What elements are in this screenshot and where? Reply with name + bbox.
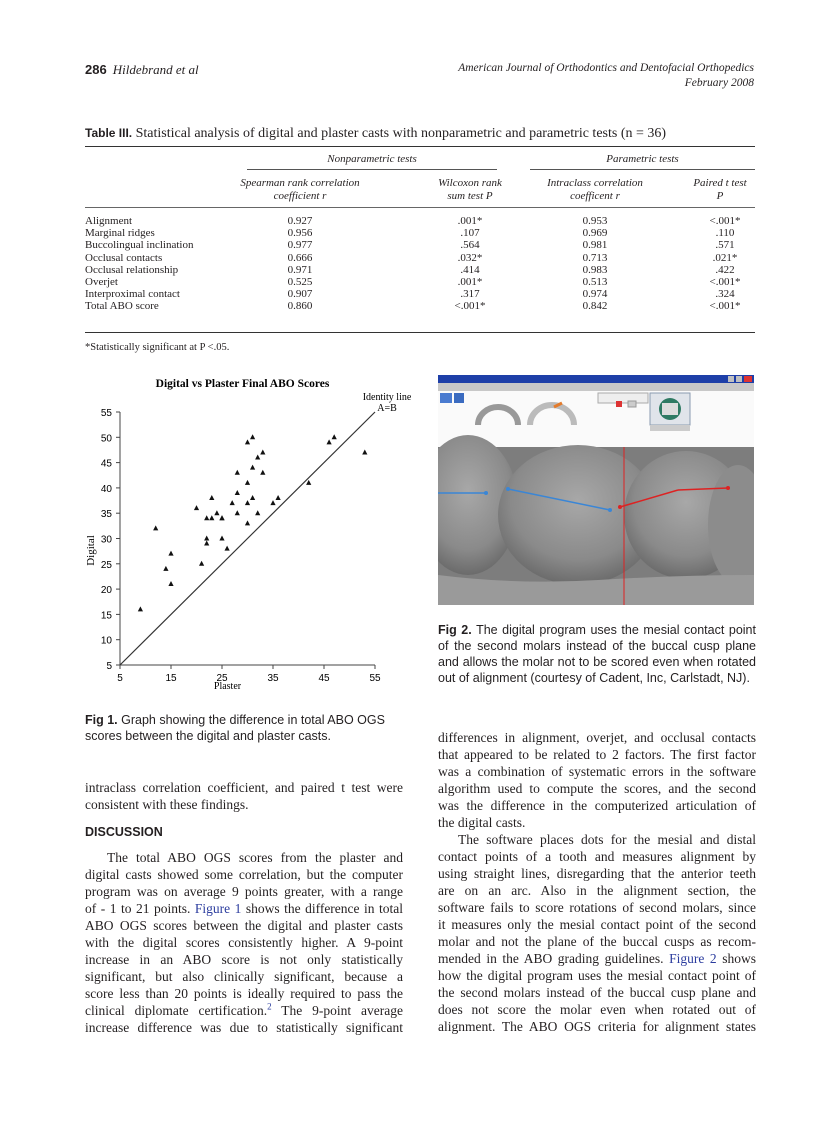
data-point [168,581,173,586]
table-cell-wilcoxon: .317 [460,288,480,301]
data-point [306,480,311,485]
table-cell-spearman: 0.927 [287,215,313,227]
table-cell-intraclass: 0.969 [582,227,608,240]
right-p2-line1: contact points of a tooth and measures alignment by [438,849,756,864]
data-point [219,515,224,520]
group-nonparametric-rule [247,169,497,170]
identity-line [120,412,375,665]
x-tick-label: 55 [369,673,381,684]
scatter-chart [80,370,420,700]
citation-2[interactable]: 2 [267,1001,272,1012]
data-point [260,470,265,475]
left-intro-line1: intraclass correlation coefficient, and paired t test were [85,780,403,795]
y-tick-label: 10 [100,635,112,647]
col-intraclass-line2: coefficent r [570,190,620,202]
left-p1-line10: score less than 20 points is ideally required to pass the [85,986,403,1001]
right-p2-line3: are on an arc. Also in the alignment section, the [438,883,756,898]
data-point [327,439,332,444]
col-paired-header [680,177,760,203]
table-cell-paired: <.001* [709,215,741,227]
table-cell-intraclass: 0.513 [582,276,608,288]
data-point [255,455,260,460]
data-point [250,434,255,439]
table-cell-spearman: 0.907 [287,288,313,301]
table-cell-intraclass: 0.953 [582,215,608,227]
table-cell-paired: <.001* [709,300,741,313]
table-cell-label: Interproximal contact [85,288,180,301]
y-axis-label: Digital [85,535,97,566]
chart-title: Digital vs Plaster Final ABO Scores [155,378,330,390]
table-cell-wilcoxon: .032* [457,251,483,264]
table-top-rule [85,146,755,147]
data-point [250,465,255,470]
left-discussion-paragraph [85,849,403,1036]
group-parametric-rule [530,169,755,170]
right-p2-line2: using straight lines, disregarding that the anterior teeth [438,866,756,881]
col-wilcoxon-line1: Wilcoxon rank [438,177,502,189]
right-p1-line5: the digital casts. [438,815,526,830]
y-tick-label: 30 [100,534,112,546]
col-paired-line1: Paired t test [693,177,747,189]
y-tick-label: 20 [100,585,112,597]
x-axis-label: Plaster [213,681,242,692]
data-point [194,505,199,510]
x-tick-label: 25 [216,673,228,684]
table-cell-label: Occlusal contacts [85,251,163,264]
table-cell-intraclass: 0.713 [582,251,608,264]
y-tick-label: 45 [100,458,112,470]
fig1-label: Fig 1. [85,713,118,727]
running-header-left [85,62,199,78]
table-cell-wilcoxon: .001* [457,276,483,288]
data-point [255,510,260,515]
left-p1-line0: The total ABO OGS scores from the plaster and [107,850,403,865]
table-cell-paired: .021* [712,251,738,264]
data-point [204,536,209,541]
y-tick-label: 55 [100,408,112,419]
right-p2-line7 [438,950,756,967]
discussion-heading: DISCUSSION [85,825,163,839]
left-p1-line3-text: of - 1 to 21 points. [85,901,191,916]
running-header-right [458,61,754,91]
table-cell-label: Total ABO score [85,300,159,313]
right-p2-line7-tail: shows [716,951,757,966]
right-p1-line0: differences in alignment, overjet, and occlusal contacts [438,730,756,745]
table-cell-wilcoxon: .001* [457,215,483,227]
author-name: Hildebrand et al [112,62,199,77]
left-p1-line9: significant, but also clinically significant, because a [85,969,403,984]
y-tick-label: 15 [100,610,112,622]
table-caption [85,126,666,142]
col-wilcoxon-header [420,177,520,203]
right-p2-line11: the second molars instead of the buccal cusp plane and [438,985,756,1000]
col-spearman-header [215,177,385,203]
data-point [235,490,240,495]
left-p1-line14: increase difference was due to statistically significant [85,1020,403,1035]
data-point [245,520,250,525]
data-point [230,500,235,505]
right-p2-line10: how the digital program uses the mesial contact point of [438,968,756,983]
table-cell-intraclass: 0.981 [582,239,608,252]
right-p2-line0: The software places dots for the mesial and distal [458,832,756,847]
journal-name: American Journal of Orthodontics and Dentofacial Orthopedics [458,62,754,74]
col-intraclass-line1: Intraclass correlation [547,177,643,189]
x-tick-label: 35 [267,673,279,684]
y-tick-label: 25 [100,559,112,571]
table-cell-spearman: 0.971 [287,263,313,276]
data-point [153,525,158,530]
data-point [245,439,250,444]
left-p1-line3-tail: shows the difference in total [241,901,404,916]
table-cell-wilcoxon: .564 [460,239,480,252]
fig2-caption [438,622,756,686]
table-cell-spearman: 0.977 [287,239,313,252]
data-point [209,495,214,500]
table-cell-paired: .110 [715,227,735,240]
left-p1-line2: program was on average 9 points greater, with a range [85,884,403,899]
fig2-image [438,375,754,605]
group-nonparametric: Nonparametric tests [327,153,417,165]
table-bottom-rule [85,332,755,333]
table-cell-spearman: 0.956 [287,227,313,240]
data-point [245,480,250,485]
right-p2-line5: it measures only the mesial contact point of the second [438,917,756,932]
y-tick-label: 40 [100,483,112,495]
right-paragraph-2 [438,831,756,1035]
x-tick-label: 45 [318,673,330,684]
table-cell-paired: .422 [715,263,735,276]
table-cell-label: Overjet [85,276,118,288]
table-cell-label: Alignment [85,215,133,227]
x-tick-label: 15 [165,673,177,684]
fig2-caption-text: The digital program uses the mesial contact point of the second molars instead of the buccal cusp plane and allows the molar not to be scored even when rotated out of alignment (courtesy of Cadent, Inc, Carlstadt, NJ). [438,623,756,685]
data-point [260,449,265,454]
right-p2-line13: alignment. The ABO OGS criteria for alignment states [438,1019,756,1034]
right-paragraph-1 [438,729,756,831]
figure2-link[interactable]: Figure 2 [669,951,717,966]
left-p1-line3 [85,900,403,917]
data-point [270,500,275,505]
table-cell-intraclass: 0.983 [582,263,608,276]
data-point [204,515,209,520]
data-point [235,470,240,475]
data-point [245,500,250,505]
data-point [209,515,214,520]
right-p1-line2: was a combination of systematic errors in the software [438,764,756,779]
left-p1-line11 [85,1002,403,1019]
col-paired-line2: P [716,190,724,202]
table-cell-label: Occlusal relationship [85,263,179,276]
data-point [219,536,224,541]
left-p1-line7: with the digital scores consistently higher. A 9-point [85,935,403,950]
table-header-rule [85,207,755,208]
left-intro-line2: consistent with these findings. [85,797,249,812]
figure1-link[interactable]: Figure 1 [194,901,242,916]
data-point [225,546,230,551]
data-point [204,541,209,546]
fig2-illustration [438,375,754,605]
x-tick-label: 5 [117,673,123,684]
issue-date: February 2008 [684,77,754,89]
data-point [214,510,219,515]
right-p1-line3: algorithm used to compute the scores, and the second [438,781,756,796]
table-cell-paired: .571 [715,239,735,252]
fig1-caption-text: Graph showing the difference in total ABO OGS scores between the digital and plaster casts. [85,713,385,743]
table-cell-wilcoxon: .107 [460,227,480,240]
data-point [163,566,168,571]
col-wilcoxon-line2: sum test P [447,190,493,202]
left-p1-line8: increase in an ABO score is not only statistically [85,952,403,967]
right-p2-line4: software fails to score rotations of second molars, since [438,900,756,915]
table-cell-intraclass: 0.842 [582,300,608,313]
table-cell-spearman: 0.860 [287,300,313,313]
table-cell-spearman: 0.525 [287,276,313,288]
fig2-label: Fig 2. [438,623,472,637]
group-parametric: Parametric tests [606,153,679,165]
table-cell-label: Buccolingual inclination [85,239,194,252]
y-tick-label: 5 [106,661,112,672]
data-point [362,449,367,454]
col-intraclass-header [530,177,660,203]
table-cell-label: Marginal ridges [85,227,155,240]
left-p1-line11-text: clinical diplomate certification. [85,1003,268,1018]
table-cell-intraclass: 0.974 [582,288,608,301]
identity-line-label: Identity line [362,392,412,403]
right-p1-line1: that appeared to be related to 2 factors. The first factor [438,747,756,762]
col-spearman-line1: Spearman rank correlation [240,177,360,189]
data-point [250,495,255,500]
table-cell-wilcoxon: <.001* [454,300,486,313]
table-label: Table III. [85,126,133,140]
data-point [235,510,240,515]
right-p2-line7-text: mended in the ABO grading guidelines. [438,951,664,966]
data-point [138,606,143,611]
table-cell-spearman: 0.666 [287,251,313,264]
identity-line-label-2: A=B [377,403,397,414]
col-spearman-line2: coefficient r [273,190,327,202]
table-footnote: *Statistically significant at P <.05. [85,342,230,353]
right-p2-line12: does not score the molar even when rotated out of [438,1002,756,1017]
right-p2-line6: molar and not the plane of the buccal cusps as recom- [438,934,756,949]
left-p1-line11-tail: The 9-point average [271,1003,403,1018]
fig1-caption [85,712,410,744]
data-point [332,434,337,439]
right-p1-line4: was the difference in the computerized articulation of [438,798,756,813]
data-point [168,551,173,556]
table-caption-text: Statistical analysis of digital and plaster casts with nonparametric and parametric tests (n = 36) [135,126,667,141]
left-p1-line6: ABO OGS scores between the digital and plaster casts [85,918,403,933]
page-number: 286 [85,62,107,77]
y-tick-label: 50 [100,433,112,445]
data-point [199,561,204,566]
data-point [276,495,281,500]
table-cell-paired: .324 [715,288,735,301]
y-tick-label: 35 [100,509,112,521]
left-p1-line1: digital casts showed some correlation, but the computer [85,867,403,882]
left-intro-paragraph [85,779,403,813]
table-cell-paired: <.001* [709,276,741,288]
table-cell-wilcoxon: .414 [460,263,480,276]
